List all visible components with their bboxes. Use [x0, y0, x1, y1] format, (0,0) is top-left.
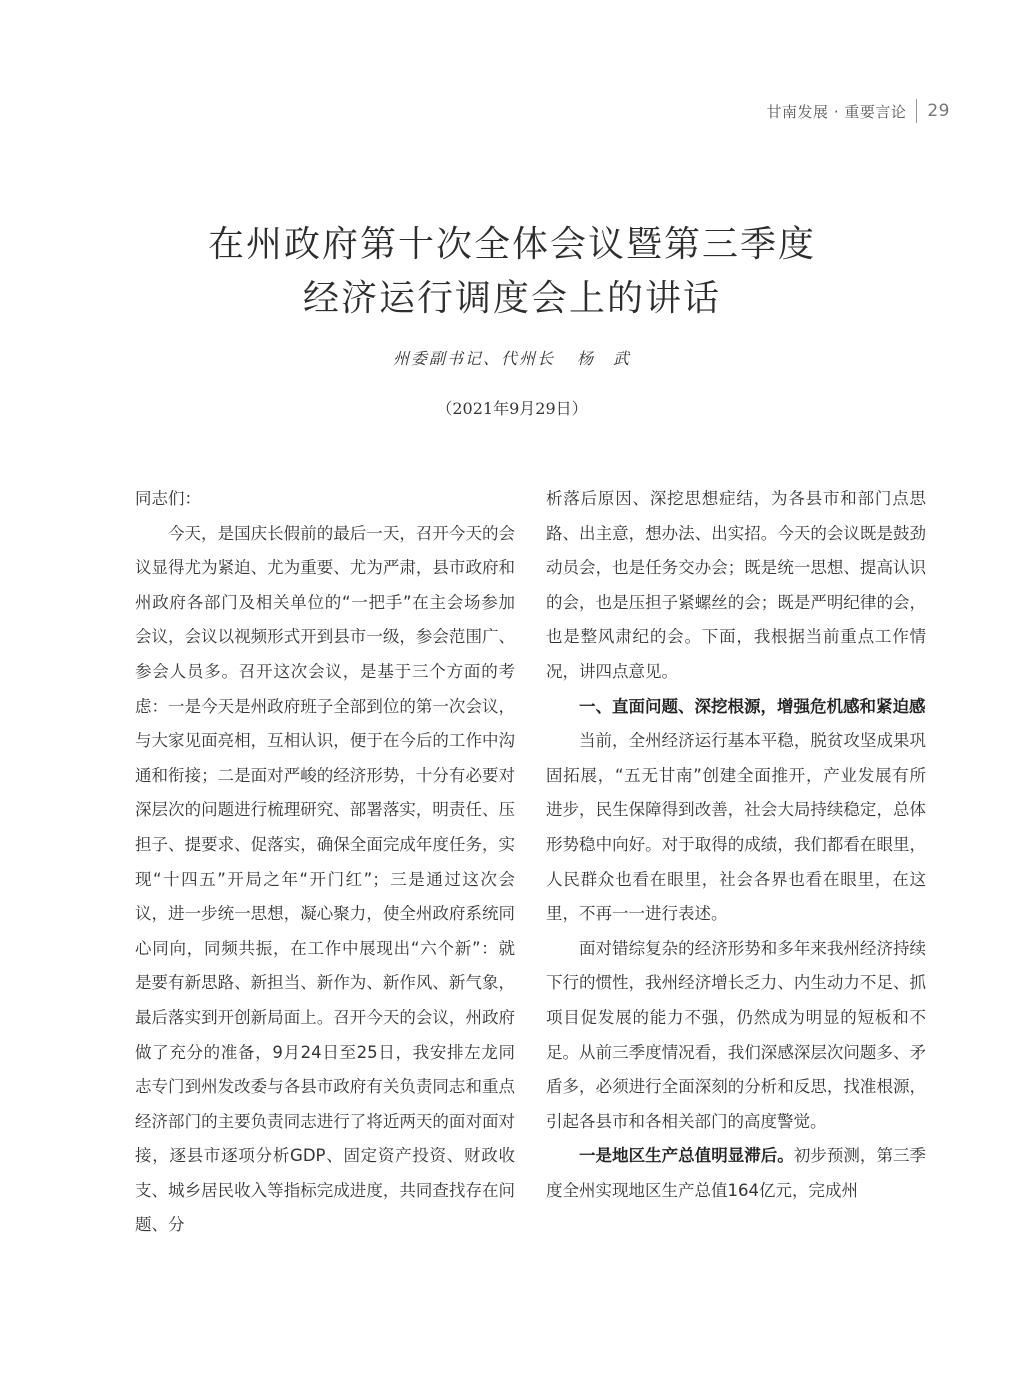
paragraph-gdp: [546, 1139, 926, 1208]
speech-date: （2021年9月29日）: [436, 399, 588, 418]
paragraph-opening-continued: 析落后原因、深挖思想症结，为各县市和部门点思路、出主意，想办法、出实招。今天的会议既是鼓劲动员会，也是任务交办会；既是统一思想、提高认识的会，也是压担子紧螺丝的会；既是严明纪律的会，也是整风肃纪的会。下面，我根据当前重点工作情况，讲四点意见。: [546, 489, 926, 681]
section-label: 甘南发展 · 重要言论: [766, 102, 907, 121]
paragraph-problems: 面对错综复杂的经济形势和多年来我州经济持续下行的惯性，我州经济增长乏力、内生动力不足、抓项目促发展的能力不强，仍然成为明显的短板和不足。从前三季度情况看，我们深感深层次问题多、矛盾多，必须进行全面深刻的分析和反思，找准根源，引起各县市和各相关部门的高度警觉。: [546, 938, 926, 1131]
point-text: 初步预测，第三季度全州实现地区生产总值164亿元，完成州: [546, 1146, 927, 1200]
salutation: 同志们：: [135, 489, 201, 508]
page-number: 29: [927, 101, 950, 121]
title-line-1: 在州政府第十次全体会议暨第三季度: [207, 224, 816, 265]
author-name: 杨 武: [577, 349, 632, 368]
paragraph-current-situation: 当前，全州经济运行基本平稳，脱贫攻坚成果巩固拓展，“五无甘南”创建全面推开，产业发展有所进步，民生保障得到改善，社会大局持续稳定，总体形势稳中向好。对于取得的成绩，我们都看在眼里，人民群众也看在眼里，社会各界也看在眼里，在这里，不再一一进行表述。: [546, 731, 926, 924]
running-header: [767, 98, 950, 124]
left-column: [135, 482, 515, 1243]
author-role: 州委副书记、代州长: [392, 349, 555, 368]
point-lead: 一是地区生产总值明显滞后。: [579, 1146, 794, 1166]
right-column: [546, 482, 926, 1208]
section-heading-1: 一、直面问题、深挖根源，增强危机感和紧迫感: [579, 696, 926, 716]
header-divider: [916, 99, 917, 123]
title-line-2: 经济运行调度会上的讲话: [302, 278, 721, 319]
paragraph-opening: 今天，是国庆长假前的最后一天，召开今天的会议显得尤为紧迫、尤为重要、尤为严肃，县市政府和州政府各部门及相关单位的“一把手”在主会场参加会议，会议以视频形式开到县市一级，参会范围广、参会人员多。召开这次会议，是基于三个方面的考虑：一是今天是州政府班子全部到位的第一次会议，与大家见面亮相，互相认识，便于在今后的工作中沟通和衔接；二是面对严峻的经济形势，十分有必要对深层次的问题进行梳理研究、部署落实，明责任、压担子、提要求、促落实，确保全面完成年度任务，实现“十四五”开局之年“开门红”；三是通过这次会议，进一步统一思想，凝心聚力，使全州政府系统同心同向，同频共振，在工作中展现出“六个新”：就是要有新思路、新担当、新作为、新作风、新气象，最后落实到开创新局面上。召开今天的会议，州政府做了充分的准备，9月24日至25日，我安排左龙同志专门到州发改委与各县市政府有关负责同志和重点经济部门的主要负责同志进行了将近两天的面对面对接，逐县市逐项分析GDP、固定资产投资、财政收支、城乡居民收入等指标完成进度，共同查找存在问题、分: [135, 523, 515, 1235]
author-line: [0, 346, 1024, 369]
article-title: [0, 218, 1024, 326]
